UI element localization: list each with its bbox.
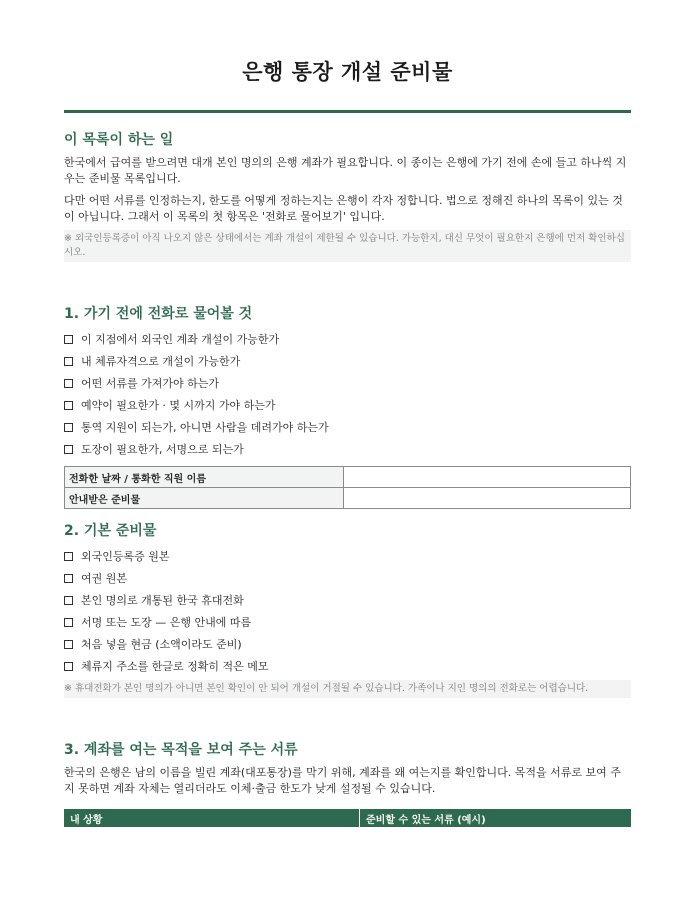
- checklist-item-label: 처음 넣을 현금 (소액이라도 준비): [81, 638, 242, 651]
- checklist-item-label: 어떤 서류를 가져가야 하는가: [81, 377, 220, 390]
- checklist-item[interactable]: [64, 351, 631, 373]
- table-row: [65, 488, 631, 509]
- record-value-field[interactable]: [344, 467, 631, 488]
- column-header: 내 상황: [64, 809, 360, 827]
- checklist-item[interactable]: [64, 546, 631, 568]
- checkbox-icon[interactable]: [64, 596, 73, 605]
- intro-note: ※ 외국인등록증이 아직 나오지 않은 상태에서는 계좌 개설이 제한될 수 있습니다. 가능한지, 대신 무엇이 필요한지 은행에 먼저 확인하십시오.: [64, 230, 631, 262]
- intro-paragraph-1: 한국에서 급여를 받으려면 대개 본인 명의의 은행 계좌가 필요합니다. 이 종이는 은행에 가기 전에 손에 들고 하나씩 지우는 준비물 목록입니다.: [64, 156, 627, 185]
- intro-paragraph-2: 다만 어떤 서류를 인정하는지, 한도를 어떻게 정하는지는 은행이 각자 정합니다. 법으로 정해진 하나의 목록이 있는 것이 아닙니다. 그래서 이 목록의 첫 항목은 '전화로 물어보기' 입니다.: [64, 194, 623, 223]
- checklist-item-label: 체류지 주소를 한글로 정확히 적은 메모: [81, 660, 269, 673]
- checklist-item-label: 예약이 필요한가 · 몇 시까지 가야 하는가: [81, 399, 276, 412]
- document-body: [64, 113, 631, 827]
- checklist-item[interactable]: [64, 612, 631, 634]
- checkbox-icon[interactable]: [64, 335, 73, 344]
- checklist-item[interactable]: [64, 373, 631, 395]
- checkbox-icon[interactable]: [64, 640, 73, 649]
- purpose-documents-table: [64, 809, 631, 827]
- checklist-item-label: 외국인등록증 원본: [81, 550, 170, 563]
- checklist-item[interactable]: [64, 568, 631, 590]
- checkbox-icon[interactable]: [64, 618, 73, 627]
- record-value-field[interactable]: [344, 488, 631, 509]
- checklist-item-label: 본인 명의로 개통된 한국 휴대전화: [81, 594, 244, 607]
- checkbox-icon[interactable]: [64, 379, 73, 388]
- table-row: [65, 467, 631, 488]
- call-record-table: [64, 466, 631, 509]
- checkbox-icon[interactable]: [64, 445, 73, 454]
- checklist-item[interactable]: [64, 656, 631, 678]
- checklist-item[interactable]: [64, 590, 631, 612]
- checklist-item[interactable]: [64, 329, 631, 351]
- column-header: 준비할 수 있는 서류 (예시): [360, 809, 632, 827]
- section3-paragraph: 한국의 은행은 남의 이름을 빌린 계좌(대포통장)를 막기 위해, 계좌를 왜 여는지를 확인합니다. 목적을 서류로 보여 주지 못하면 계좌 자체는 열리더라도 이체·출금 한도가 낮게 설정될 수 있습니다.: [64, 766, 621, 795]
- record-label: 전화한 날짜 / 통화한 직원 이름: [65, 467, 344, 488]
- checkbox-icon[interactable]: [64, 357, 73, 366]
- checklist-item[interactable]: [64, 634, 631, 656]
- section3-heading: 3. 계좌를 여는 목적을 보여 주는 서류: [64, 742, 298, 758]
- checklist-item[interactable]: [64, 417, 631, 439]
- checklist-item-label: 내 체류자격으로 개설이 가능한가: [81, 355, 241, 368]
- intro-heading: 이 목록이 하는 일: [64, 132, 174, 148]
- table-header-row: [64, 809, 631, 827]
- checkbox-icon[interactable]: [64, 401, 73, 410]
- checklist-item[interactable]: [64, 395, 631, 417]
- page-title: 은행 통장 개설 준비물: [242, 60, 453, 84]
- checkbox-icon[interactable]: [64, 552, 73, 561]
- checklist-item-label: 도장이 필요한가, 서명으로 되는가: [81, 443, 244, 456]
- checkbox-icon[interactable]: [64, 423, 73, 432]
- section1-heading: 1. 가기 전에 전화로 물어볼 것: [64, 306, 253, 322]
- checklist-item[interactable]: [64, 439, 631, 461]
- record-label: 안내받은 준비물: [65, 488, 344, 509]
- section2-checklist: [64, 546, 631, 678]
- checklist-item-label: 여권 원본: [81, 572, 128, 585]
- section2-heading: 2. 기본 준비물: [64, 523, 157, 539]
- checklist-item-label: 이 지점에서 외국인 계좌 개설이 가능한가: [81, 333, 280, 346]
- section2-note: ※ 휴대전화가 본인 명의가 아니면 본인 확인이 안 되어 개설이 거절될 수 있습니다. 가족이나 지인 명의의 전화로는 어렵습니다.: [64, 680, 631, 698]
- checklist-item-label: 서명 또는 도장 — 은행 안내에 따름: [81, 616, 252, 629]
- checkbox-icon[interactable]: [64, 574, 73, 583]
- section1-checklist: [64, 329, 631, 461]
- checkbox-icon[interactable]: [64, 662, 73, 671]
- checklist-item-label: 통역 지원이 되는가, 아니면 사람을 데려가야 하는가: [81, 421, 329, 434]
